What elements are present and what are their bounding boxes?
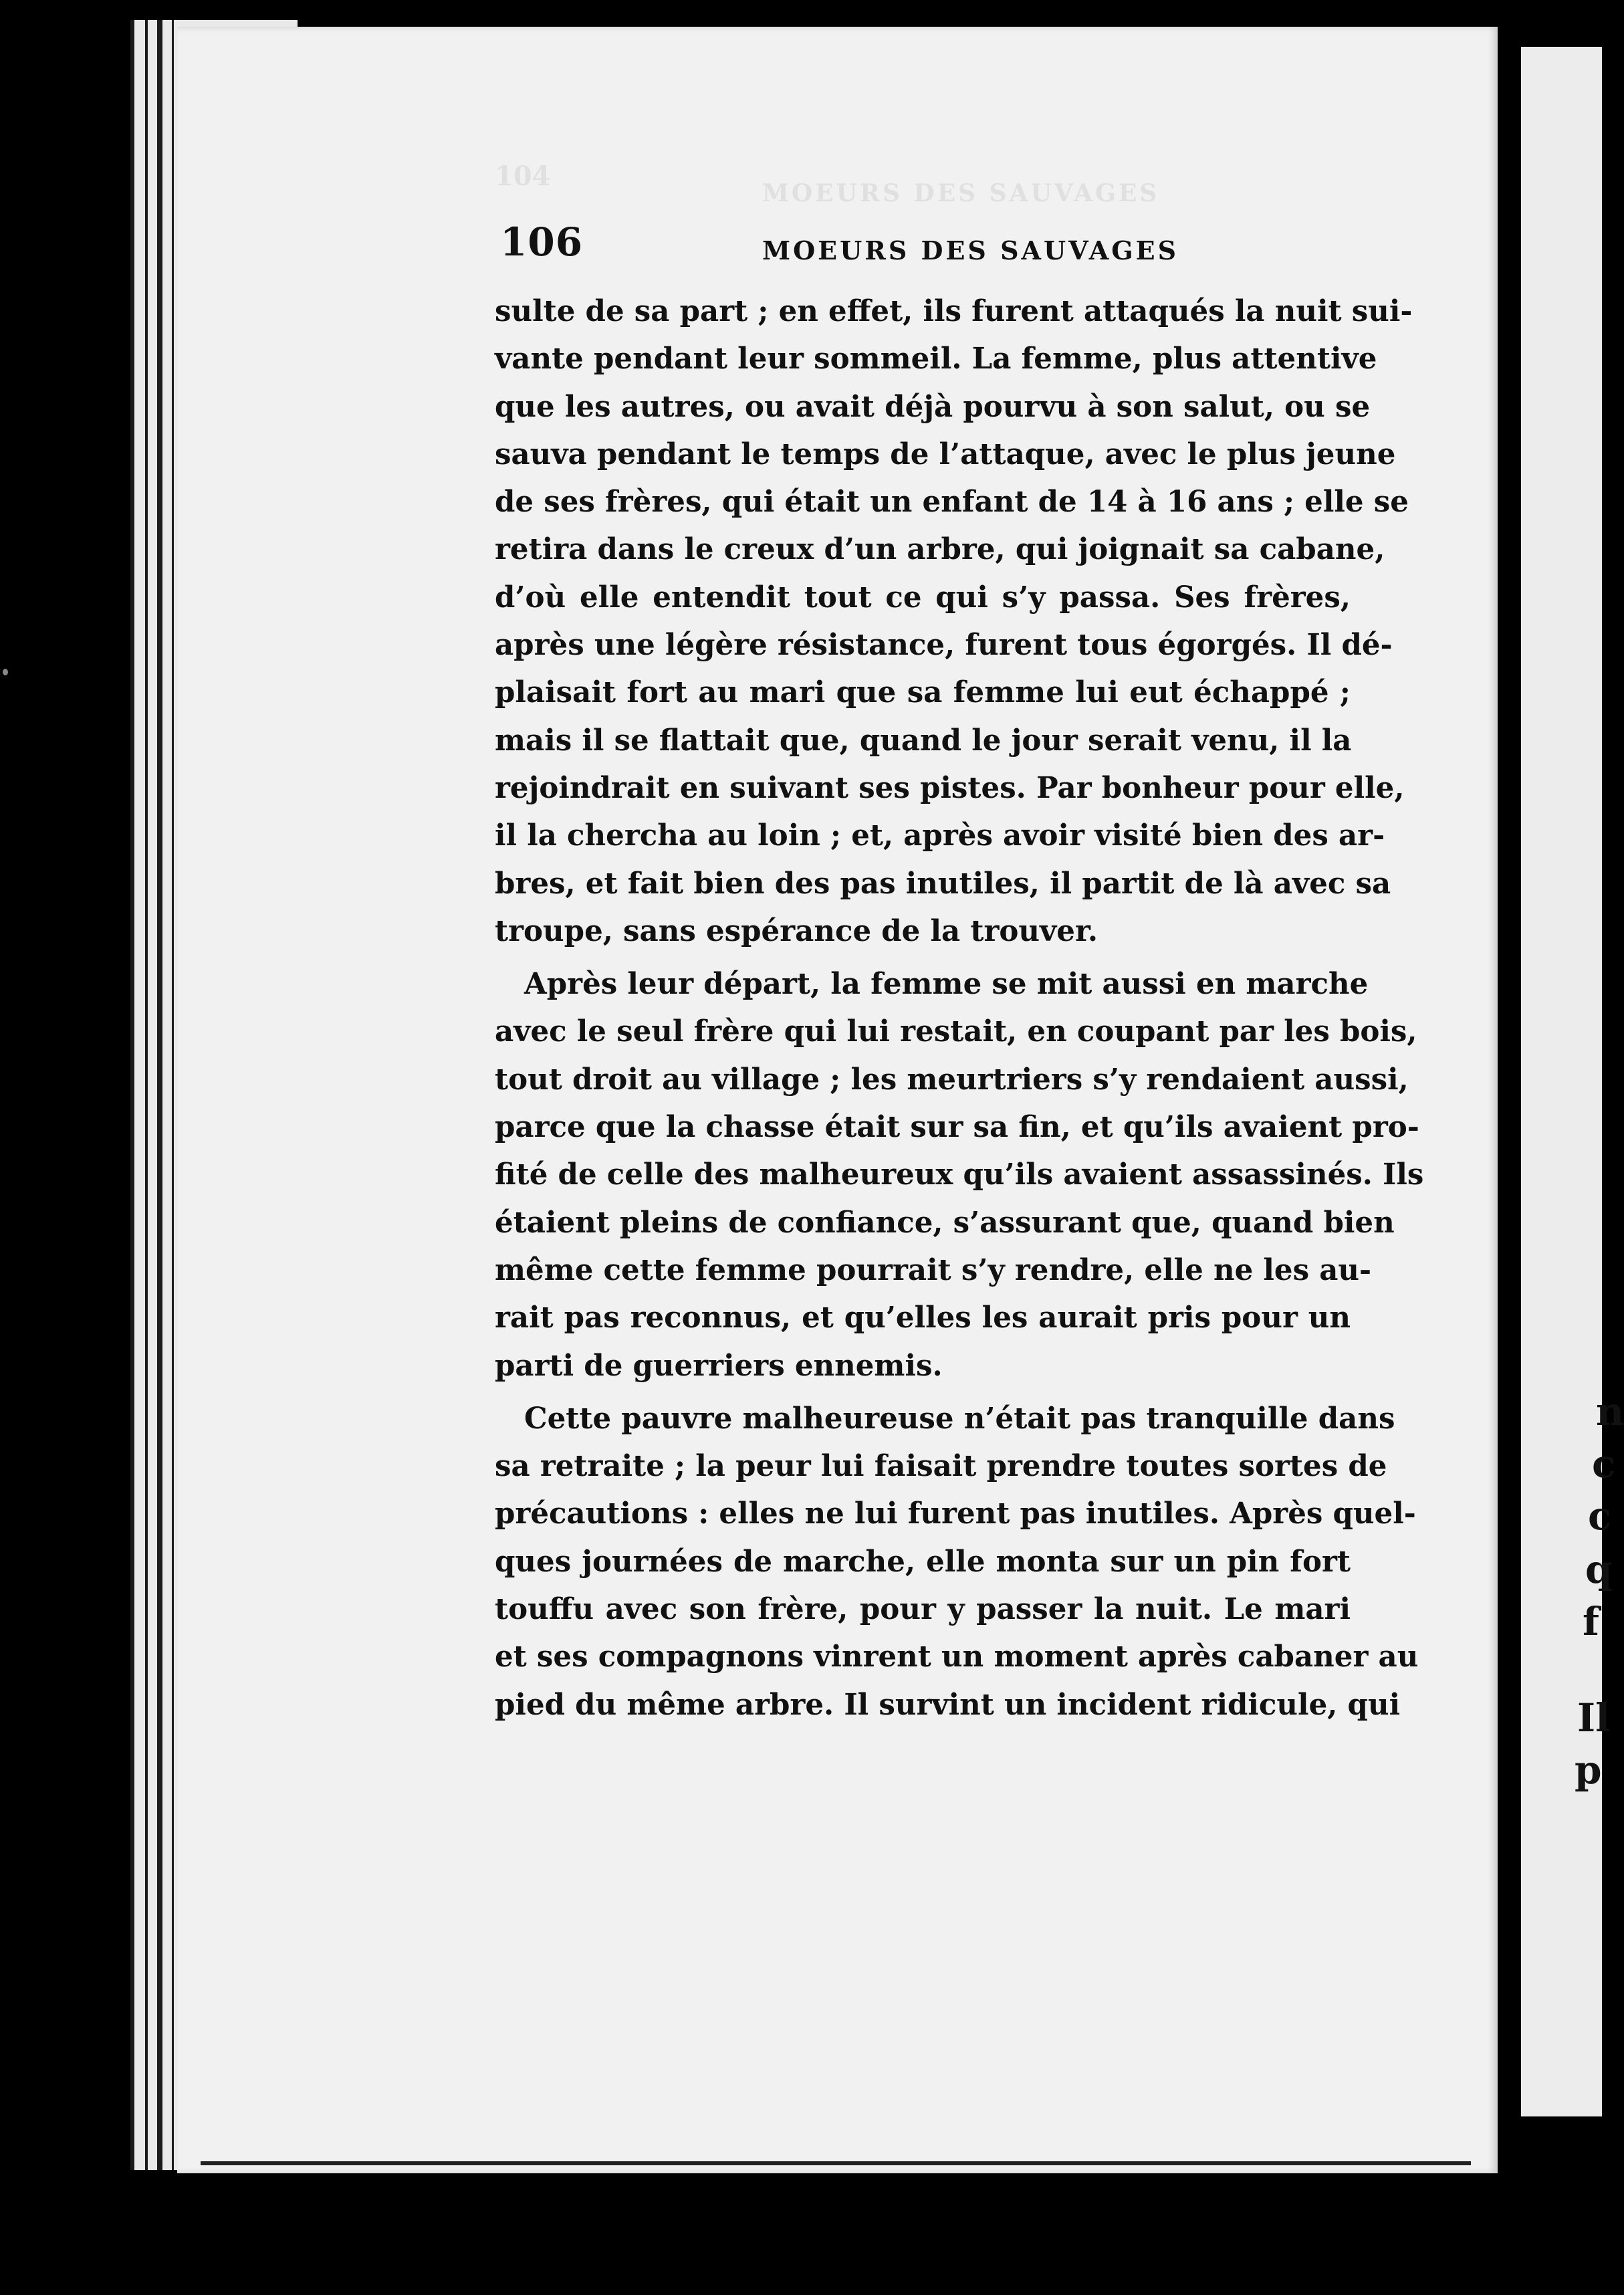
text-line: d’où elle entendit tout ce qui s’y passa. Ses frères,	[495, 580, 1351, 615]
text-line: vante pendant leur sommeil. La femme, plus attentive	[495, 342, 1377, 376]
text-line: que les autres, ou avait déjà pourvu à son salut, ou se	[495, 389, 1371, 424]
text-line: précautions : elles ne lui furent pas inutiles. Après quel-	[495, 1497, 1416, 1531]
next-page-edge	[1521, 47, 1624, 2116]
text-line: même cette femme pourrait s’y rendre, elle ne les au-	[495, 1252, 1372, 1287]
text-line: rejoindrait en suivant ses pistes. Par bonheur pour elle,	[495, 770, 1405, 805]
body-text	[495, 288, 1424, 1729]
text-line: sulte de sa part ; en effet, ils furent attaqués la nuit sui-	[495, 294, 1413, 328]
text-line: mais il se flattait que, quand le jour serait venu, il la	[495, 723, 1352, 758]
text-line: après une légère résistance, furent tous égorgés. Il dé-	[495, 628, 1393, 663]
text-line: retira dans le creux d’un arbre, qui joignait sa cabane,	[495, 532, 1385, 567]
text-line: étaient pleins de confiance, s’assurant que, quand bien	[495, 1205, 1395, 1240]
text-line: parti de guerriers ennemis.	[495, 1348, 943, 1383]
text-line: Après leur départ, la femme se mit aussi en marche	[524, 967, 1369, 1002]
text-line: sa retraite ; la peur lui faisait prendre toutes sortes de	[495, 1449, 1387, 1484]
page-number: 106	[500, 219, 584, 265]
next-page-fragment: q	[1585, 1547, 1613, 1592]
next-page-fragment: p	[1575, 1747, 1602, 1793]
text-line: et ses compagnons vinrent un moment après cabaner au	[495, 1640, 1419, 1674]
page-bottom-edge	[201, 2161, 1471, 2165]
text-line: parce que la chasse était sur sa fin, et qu’ils avaient pro-	[495, 1110, 1419, 1145]
margin-speck	[3, 669, 8, 675]
text-line: fité de celle des malheureux qu’ils avaient assassinés. Ils	[495, 1158, 1424, 1192]
text-line: pied du même arbre. Il survint un incident ridicule, qui	[495, 1687, 1401, 1722]
next-page-fragment: c	[1592, 1441, 1616, 1487]
text-line: troupe, sans espérance de la trouver.	[495, 913, 1098, 948]
next-page-fragment: n	[1596, 1389, 1624, 1434]
paragraph	[495, 288, 1413, 955]
text-line: plaisait fort au mari que sa femme lui eut échappé ;	[495, 675, 1351, 710]
next-page-fragment: Il	[1577, 1695, 1611, 1741]
text-line: ques journées de marche, elle monta sur un pin fort	[495, 1544, 1351, 1579]
text-line: il la chercha au loin ; et, après avoir visité bien des ar-	[495, 818, 1385, 853]
text-line: bres, et fait bien des pas inutiles, il partit de là avec sa	[495, 866, 1391, 901]
next-page-fragment: c	[1588, 1493, 1612, 1539]
text-line: touffu avec son frère, pour y passer la nuit. Le mari	[495, 1592, 1351, 1627]
text-line: sauva pendant le temps de l’attaque, avec le plus jeune	[495, 437, 1396, 471]
text-line: rait pas reconnus, et qu’elles les aurait pris pour un	[495, 1301, 1351, 1335]
text-line: de ses frères, qui était un enfant de 14 à 16 ans ; elle se	[495, 485, 1409, 520]
text-line: avec le seul frère qui lui restait, en coupant par les bois,	[495, 1014, 1417, 1049]
text-line: Cette pauvre malheureuse n’était pas tranquille dans	[524, 1401, 1395, 1436]
paragraph	[495, 1395, 1419, 1729]
paragraph	[495, 960, 1424, 1390]
text-line: tout droit au village ; les meurtriers s’y rendaient aussi,	[495, 1062, 1409, 1097]
running-head: MOEURS DES SAUVAGES	[762, 235, 1179, 265]
next-page-fragment: f	[1583, 1599, 1599, 1644]
